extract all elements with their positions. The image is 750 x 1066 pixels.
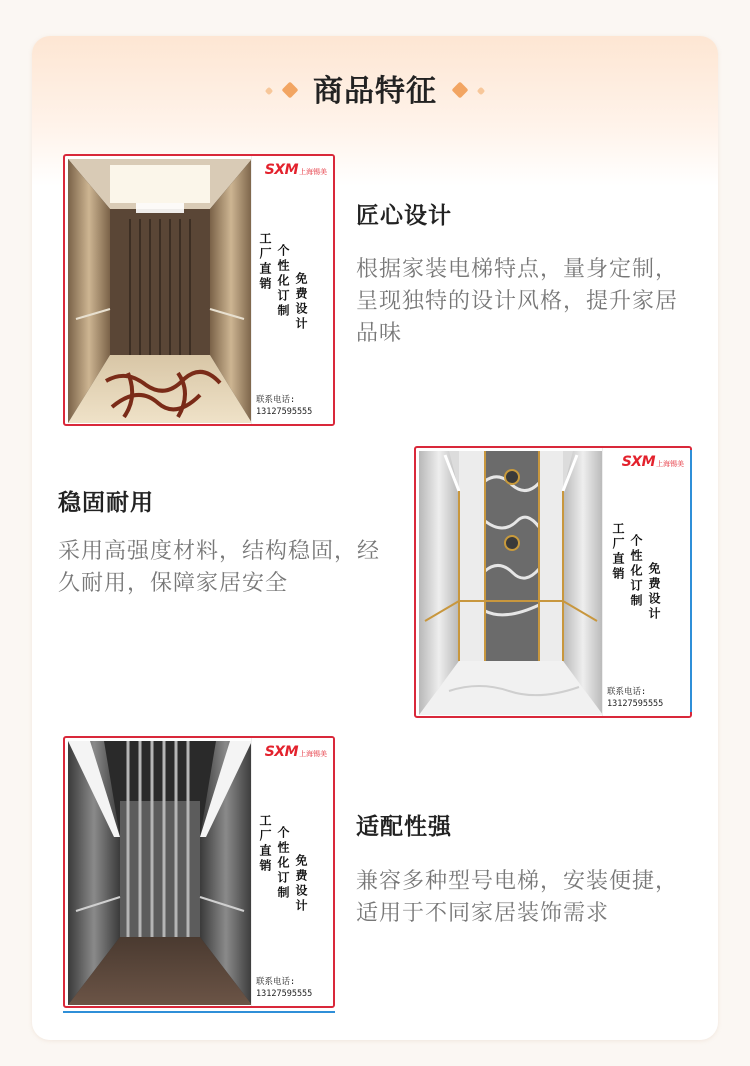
divider [63,1011,335,1013]
diamond-decoration-icon [282,82,299,99]
elevator-interior-photo [419,451,603,715]
feature-text-factory: 工厂直销 [258,232,272,292]
feature-title: 适配性强 [356,814,452,840]
product-image-2 [414,446,692,718]
product-info-panel [602,448,690,716]
contact-info: 联系电话: 13127595555 [256,977,313,999]
brand-logo: SXM 上海锡美 [264,162,327,178]
feature-text-factory: 工厂直销 [258,814,272,874]
feature-description: 采用高强度材料，结构稳固，经 久耐用，保障家居安全 [58,539,381,596]
elevator-interior-photo [68,159,252,423]
contact-info: 联系电话: 13127595555 [256,395,313,417]
feature-text-custom: 个性化订制 [276,826,290,901]
feature-title: 稳固耐用 [58,490,154,516]
brand-logo: SXM 上海锡美 [264,744,327,760]
brand-logo: SXM 上海锡美 [621,454,684,470]
feature-text-design: 免费设计 [294,854,308,914]
feature-text-custom: 个性化订制 [629,534,643,609]
section-title: 商品特征 [313,74,437,109]
feature-text-design: 免费设计 [294,272,308,332]
product-image-1 [63,154,335,426]
contact-info: 联系电话: 13127595555 [607,687,664,709]
feature-text-design: 免费设计 [647,562,661,622]
product-info-panel [251,738,333,1006]
feature-description: 兼容多种型号电梯，安装便捷， 适用于不同家居装饰需求 [356,869,679,926]
diamond-decoration-icon [452,82,469,99]
section-header [0,62,750,122]
elevator-interior-photo [68,741,252,1005]
product-info-panel [251,156,333,424]
diamond-decoration-icon [265,87,273,95]
feature-description: 根据家装电梯特点，量身定制， 呈现独特的设计风格，提升家居 品味 [356,257,679,346]
product-image-3 [63,736,335,1008]
divider [690,450,692,712]
feature-text-custom: 个性化订制 [276,244,290,319]
feature-title: 匠心设计 [356,203,452,229]
feature-text-factory: 工厂直销 [611,522,625,582]
diamond-decoration-icon [477,87,485,95]
